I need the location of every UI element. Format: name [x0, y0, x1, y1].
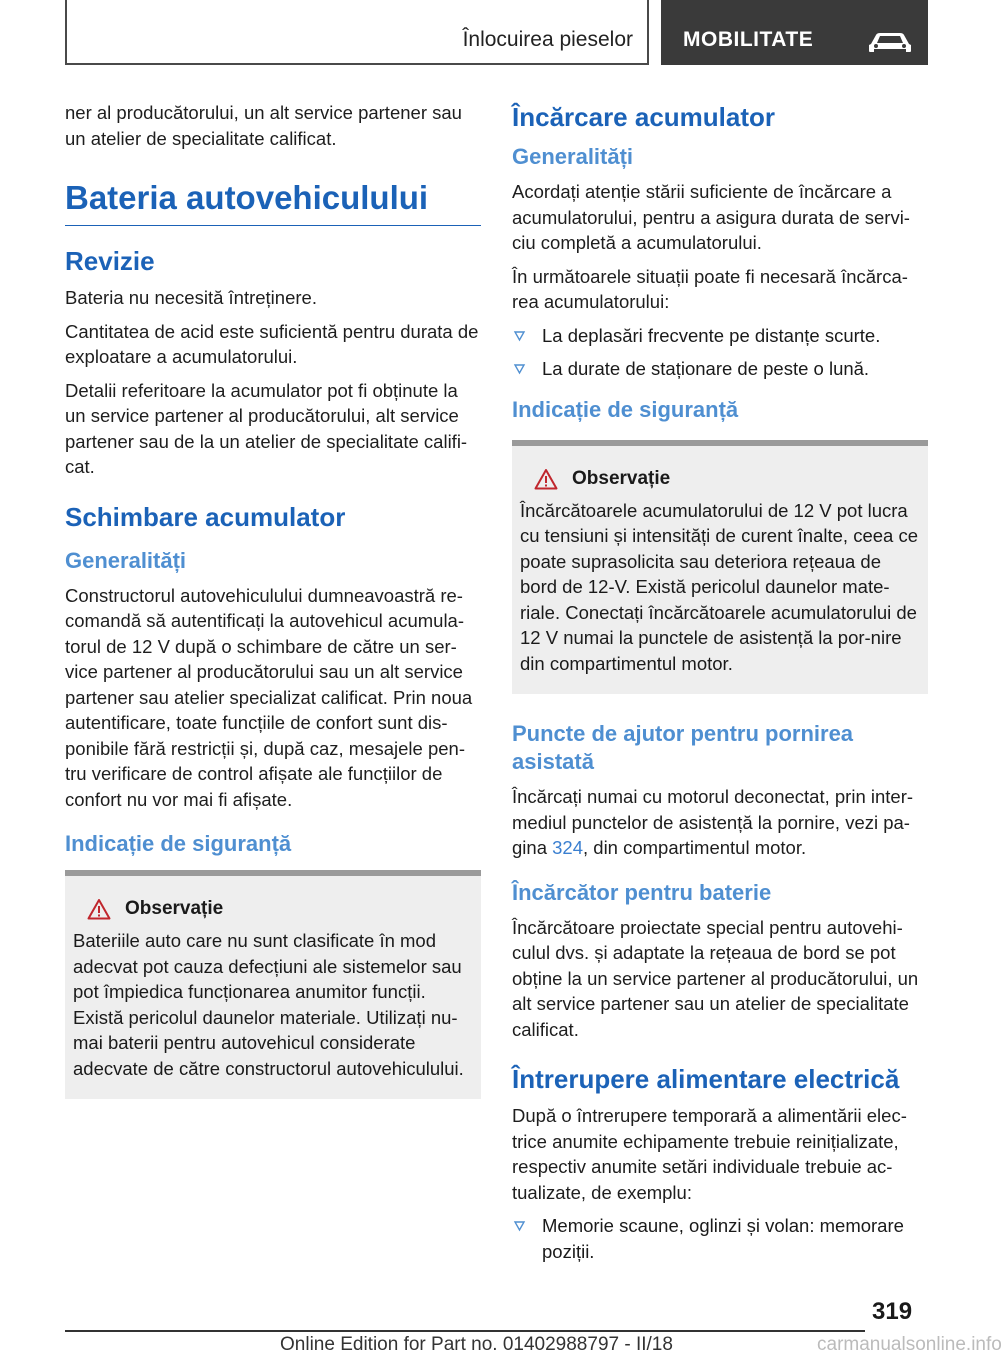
revizie-paragraph-2: Cantitatea de acid este suficientă pentru durata de exploatare a acumulatorului.: [65, 320, 479, 367]
section-incarcare-title: Încărcare acumulator: [512, 102, 776, 132]
triangle-bullet-icon: [514, 331, 525, 341]
section-revizie-title: Revizie: [65, 246, 155, 276]
schimbare-general-text: Constructorul autovehiculului dumneavoastră re‐comandă să autentificați la autovehicul acumula‐torul de 12 V după o schimbare de către un ser‐vice partener al producătorului sau un alt service partener sau atelier specializat calificat. Prin noua autentificare, toate funcțiile de confort sunt dis‐ponibile fără restricții și, după caz, mesajele pen‐tru verificare de control afișate ale funcțiilor de confort nu vor mai fi afișate.: [65, 584, 473, 810]
footer-edition: Online Edition for Part no. 01402988797 - II/18: [280, 1334, 673, 1355]
triangle-bullet-icon: [514, 364, 525, 374]
list-item: La deplasări frecvente pe distanțe scurte.: [512, 323, 928, 349]
incarcare-general-title: Generalități: [512, 144, 634, 169]
puncte-text: Încărcați numai cu motorul deconectat, prin inter‐mediul punctelor de asistență la pornire, vezi pa‐gina 324, din compartimentul motor.: [512, 786, 914, 858]
page-header: [65, 0, 928, 65]
schimbare-safety-title: Indicație de siguranță: [65, 831, 292, 856]
right-column: [512, 100, 928, 1274]
note-title: Observație: [572, 467, 671, 489]
revizie-paragraph-3: Detalii referitoare la acumulator pot fi obținute la un service partener al producătorului, alt service partener sau de la un atelier de specialitate califi‐cat.: [65, 379, 468, 477]
footer-brand-watermark: carmanualsonline.info: [817, 1334, 1002, 1355]
header-chapter-title: MOBILITATE: [683, 28, 814, 51]
intro-paragraph: ner al producătorului, un alt service partener sau un atelier de specialitate calificat.: [65, 102, 462, 149]
warning-triangle-icon: [534, 468, 558, 490]
note-text: Încărcătoarele acumulatorului de 12 V pot lucra cu tensiuni și intensități de curent înalte, ceea ce poate suprasolicita sau deteriora rețeaua de bord de 12-V. Există pericolul daunelor mate‐riale. Conectați încărcătoarele acumulatorului de 12 V numai la punctele de asistență la por‐nire din compartimentul motor.: [520, 499, 918, 674]
note-title: Observație: [125, 898, 224, 919]
incarcare-safety-title: Indicație de siguranță: [512, 396, 739, 422]
incarcare-paragraph-2: În următoarele situații poate fi necesară încărca‐rea acumulatorului:: [512, 265, 908, 312]
intrerupere-text: După o întrerupere temporară a alimentării elec‐trice anumite echipamente trebuie reinițializate, respectiv anumite setări individuale trebuie ac‐tualizate, de exemplu:: [512, 1105, 907, 1203]
section-schimbare-title: Schimbare acumulator: [65, 501, 346, 532]
header-section-box: [65, 0, 649, 65]
chapter-title: Bateria autovehiculului: [65, 179, 481, 226]
incarcator-title: Încărcător pentru baterie: [512, 879, 772, 905]
warning-note-battery: [65, 870, 481, 1099]
list-item: Memorie scaune, oglinzi și volan: memorare poziții.: [512, 1213, 928, 1264]
header-chapter-box: [661, 0, 928, 65]
warning-triangle-icon: [87, 898, 111, 920]
warning-note-charger: [512, 440, 928, 695]
schimbare-general-title: Generalități: [65, 547, 187, 573]
car-icon: [867, 30, 913, 54]
triangle-bullet-icon: [514, 1221, 525, 1231]
footer-divider: [65, 1330, 865, 1332]
puncte-title: Puncte de ajutor pentru pornirea asistată: [512, 721, 854, 774]
note-header: [520, 468, 920, 490]
page-number: 319: [872, 1298, 913, 1325]
incarcare-paragraph-1: Acordați atenție stării suficiente de încărcare a acumulatorului, pentru a asigura durata de servi‐ciu completă a acumulatorului.: [512, 181, 910, 253]
note-text: Bateriile auto care nu sunt clasificate în mod adecvat pot cauza defecțiuni ale sistemelor sau pot împiedica funcționarea anumitor funcții. Există pericolul daunelor materiale. Utilizați nu‐mai baterii pentru autovehicul considerate adecvate de către constructorul autovehiculului.: [73, 930, 464, 1079]
incarcare-situations-list: [512, 323, 928, 382]
incarcator-text: Încărcătoare proiectate special pentru autovehi‐culul dvs. și adaptate la rețeaua de bord se pot obține la un service partener al producătorului, un alt service partener sau un atelier de specialitate calificat.: [512, 916, 919, 1040]
note-header: [73, 898, 473, 920]
page-reference-link[interactable]: 324: [552, 837, 583, 858]
list-item: La durate de staționare de peste o lună.: [512, 356, 928, 382]
intrerupere-list: [512, 1213, 928, 1264]
section-intrerupere-title: Întrerupere alimentare electrică: [512, 1064, 900, 1094]
header-section-title: Înlocuirea pieselor: [462, 28, 633, 51]
left-column: [65, 100, 481, 1119]
revizie-paragraph-1: Bateria nu necesită întreținere.: [65, 287, 317, 308]
